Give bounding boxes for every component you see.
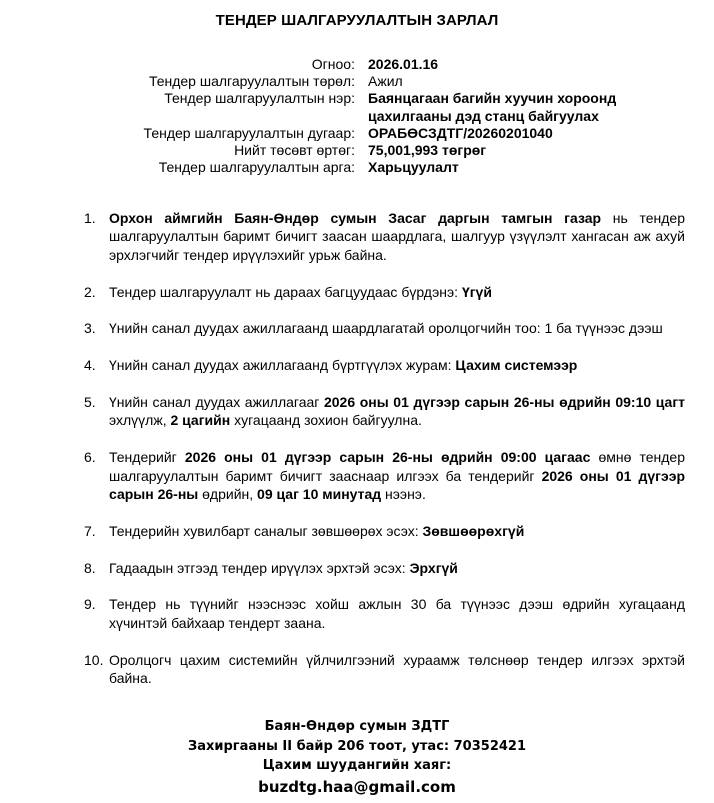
emphasis-text: Эрхгүй [409,559,458,576]
list-item [84,651,685,688]
meta-label: Тендер шалгаруулалтын нэр: [164,90,355,107]
list-item [84,448,685,503]
list-item [84,393,685,430]
contact-footer [0,717,714,798]
list-item-text [109,522,685,540]
body-text: Үнийн санал дуудах ажиллагаанд бүртгүүлэх журам: [109,357,456,374]
body-text: Тендерийн хувилбарт саналыг зөвшөөрөх эсэх: [109,522,423,539]
body-text: нээнэ. [381,486,426,503]
meta-label: Тендер шалгаруулалтын дугаар: [143,124,355,141]
meta-label: Огноо: [311,56,355,72]
list-item [84,559,685,577]
emphasis-text: Үгүй [461,283,492,300]
list-item-text [109,448,685,503]
list-item [84,209,685,264]
meta-value: 75,001,993 төгрөг [368,142,487,159]
meta-label: Тендер шалгаруулалтын арга: [158,159,355,176]
list-item-number: 9. [84,596,96,613]
list-item-text [109,559,685,577]
emphasis-text: 2026 оны 01 дүгээр сарын 26-ны [109,467,685,503]
list-item-number: 4. [84,357,96,374]
meta-row-type [0,73,714,90]
list-item [84,595,685,632]
list-item-text [109,651,685,688]
body-text: нь тендер шалгаруулалтын баримт бичигт заасан шаардлага, шалгуур үзүүлэлт хангасан аж ахуй эрхлэгчийг тендер ирүүлэхийг урьж байна. [109,210,685,263]
list-item-text [109,319,685,337]
meta-value: ОРАБӨСЗДТГ/20260201040 [368,124,553,141]
list-item [84,283,685,301]
list-item-number: 8. [84,559,96,576]
footer-email-label: Цахим шуудангийн хаяг: [262,758,452,773]
meta-value: Харьцуулалт [368,159,459,176]
meta-row-name [0,90,714,124]
footer-org: Баян-Өндөр сумын ЗДТГ [264,719,450,734]
emphasis-text: 2026 оны 01 дүгээр сарын 26-ны өдрийн 09:10 цагт [323,394,686,410]
meta-label: Тендер шалгаруулалтын төрөл: [148,73,355,90]
body-text: Оролцогч цахим системийн үйлчилгээний хураамж төлснөөр тендер илгээх эрхтэй байна. [109,651,685,687]
meta-value: Ажил [368,73,403,90]
list-item-number: 2. [84,283,96,300]
meta-value: Баянцагаан багийн хуучин хороонд цахилгааны дэд станц байгуулах [368,90,617,124]
meta-row-method [0,159,714,176]
list-item-text [109,393,685,430]
emphasis-text: 2 цагийн [170,412,231,429]
list-item-text [109,283,685,301]
meta-row-date [0,56,714,73]
emphasis-text: 09 цаг 10 минутад [257,486,382,503]
body-text: өдрийн, [198,486,258,503]
emphasis-text: Зөвшөөрөхгүй [422,522,525,539]
body-text: Тендер нь түүнийг нээснээс хойш ажлын 30 ба түүнээс дээш өдрийн хугацаанд хүчинтэй байхаар тендерт заана. [109,596,685,631]
list-item-number: 10. [84,651,104,668]
meta-row-budget [0,142,714,159]
footer-address: Захиргааны II байр 206 тоот, утас: 70352421 [187,738,527,754]
meta-label: Нийт төсөвт өртөг: [234,142,355,159]
list-item-text [109,209,685,264]
list-item-text [109,356,685,374]
list-item [84,356,685,374]
emphasis-text: Цахим системээр [455,357,578,374]
page-title: ТЕНДЕР ШАЛГАРУУЛАЛТЫН ЗАРЛАЛ [215,12,499,29]
footer-email: buzdtg.haa@gmail.com [258,777,456,796]
list-item-number: 3. [84,320,96,337]
body-text: хугацаанд зохион байгуулна. [230,412,422,429]
emphasis-text: 2026 оны 01 дүгээр сарын 26-ны өдрийн 09:00 цагаас [184,449,591,466]
body-text: эхлүүлж, [109,412,171,429]
body-text: Үнийн санал дуудах ажиллагааг [109,394,324,410]
tender-conditions-list [84,209,685,706]
list-item-text [109,595,685,632]
meta-value: 2026.01.16 [368,56,439,72]
body-text: Гадаадын этгээд тендер ирүүлэх эрхтэй эсэх: [109,559,410,576]
meta-row-number [0,125,714,142]
list-item-number: 6. [84,449,96,466]
list-item-number: 5. [84,394,96,410]
list-item [84,319,685,337]
body-text: Тендер шалгаруулалт нь дараах багцуудаас бүрдэнэ: [109,283,462,300]
tender-meta-table [0,56,714,176]
list-item [84,522,685,540]
emphasis-text: Орхон аймгийн Баян-Өндөр сумын Засаг даргын тамгын газар [109,210,602,226]
body-text: Тендерийг [109,449,185,466]
body-text: өмнө тендер шалгаруулалтын баримт бичигт зааснаар илгээх ба тендерийг [109,449,685,484]
body-text: Үнийн санал дуудах ажиллагаанд шаардлагатай оролцогчийн тоо: 1 ба түүнээс дээш [109,320,663,337]
list-item-number: 7. [84,522,96,539]
list-item-number: 1. [84,210,96,226]
